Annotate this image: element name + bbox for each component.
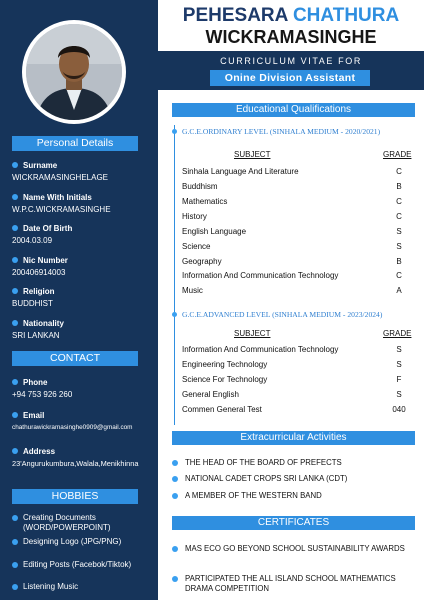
dob-field [12, 223, 156, 246]
timeline-line [174, 125, 175, 425]
bullet-icon [172, 476, 178, 482]
ol-grade: S [396, 242, 402, 251]
hobby-text: Listening Music [23, 582, 79, 591]
field-value: 200406914003 [12, 268, 66, 277]
nic-field [12, 255, 156, 278]
al-subject: Engineering Technology [182, 360, 268, 369]
hobby-item [12, 582, 156, 592]
ol-grade: S [396, 227, 402, 236]
al-grade: F [396, 375, 402, 384]
address-field [12, 446, 156, 469]
ol-subject-header: SUBJECT [234, 150, 271, 159]
bullet-icon [172, 546, 178, 552]
bullet-icon [12, 412, 18, 418]
field-value: W.P.C.WICKRAMASINGHE [12, 205, 111, 214]
nationality-field [12, 318, 156, 341]
bullet-icon [172, 576, 178, 582]
certificate-item [172, 574, 412, 593]
al-grade: S [396, 390, 402, 399]
activity-text: A MEMBER OF THE WESTERN BAND [185, 491, 322, 500]
ol-grade: C [396, 271, 402, 280]
certificates-heading: CERTIFICATES [172, 516, 415, 530]
certificate-text: MAS ECO GO BEYOND SCHOOL SUSTAINABILITY AWARDS [185, 544, 405, 553]
bullet-icon [12, 539, 18, 545]
extracurricular-item [172, 474, 412, 484]
contact-heading: CONTACT [12, 351, 138, 366]
education-heading: Educational Qualifications [172, 103, 415, 117]
hobby-item [12, 560, 156, 570]
activity-text: THE HEAD OF THE BOARD OF PREFECTS [185, 458, 342, 467]
activity-text: NATIONAL CADET CROPS SRI LANKA (CDT) [185, 474, 348, 483]
ol-grade: A [396, 286, 402, 295]
hobby-text: Editing Posts (Facebok/Tiktok) [23, 560, 132, 569]
phone-field [12, 377, 156, 400]
timeline-dot-icon [172, 129, 177, 134]
email-field [12, 410, 156, 433]
al-grade: S [396, 345, 402, 354]
al-level-heading [174, 310, 382, 319]
profile-photo [26, 24, 122, 120]
al-grade-header: GRADE [383, 329, 412, 338]
field-label: Surname [23, 160, 58, 170]
al-grade: S [396, 360, 402, 369]
bullet-icon [12, 448, 18, 454]
ol-subject: Music [182, 286, 203, 295]
bullet-icon [12, 584, 18, 590]
al-subject: Commen General Test [182, 405, 262, 414]
profile-photo-frame [22, 20, 126, 124]
name-line-1 [158, 6, 424, 26]
left-sidebar [0, 0, 158, 600]
extracurricular-item [172, 458, 412, 468]
al-subject: Information And Communication Technology [182, 345, 339, 354]
timeline-dot-icon [172, 312, 177, 317]
field-label: Name With Initials [23, 192, 92, 202]
ol-grade-header: GRADE [383, 150, 412, 159]
bullet-icon [12, 162, 18, 168]
field-label: Phone [23, 377, 48, 387]
hobby-text: Creating Documents (WORD/POWERPOINT) [23, 513, 111, 532]
field-value: WICKRAMASINGHELAGE [12, 173, 109, 182]
field-value: 2004.03.09 [12, 236, 53, 245]
field-value: +94 753 926 260 [12, 390, 73, 399]
ol-subject: History [182, 212, 207, 221]
bullet-icon [12, 562, 18, 568]
bullet-icon [12, 257, 18, 263]
bullet-icon [12, 515, 18, 521]
ol-grade: B [396, 182, 402, 191]
field-label: Nationality [23, 318, 64, 328]
ol-grade: C [396, 212, 402, 221]
ol-subject: English Language [182, 227, 247, 236]
field-label: Religion [23, 286, 55, 296]
job-role: Onine Division Assistant [210, 70, 370, 86]
middle-name: CHATHURA [292, 5, 400, 26]
hobbies-heading: HOBBIES [12, 489, 138, 504]
field-value: chathurawickramasinghe0909@gmail.com [12, 424, 133, 431]
field-value: 23'Angurukumbura,Walala,Menikhinna [12, 459, 139, 468]
al-subject-header: SUBJECT [234, 329, 271, 338]
ol-subject: Science [182, 242, 211, 251]
bullet-icon [12, 225, 18, 231]
bullet-icon [12, 288, 18, 294]
bullet-icon [12, 379, 18, 385]
bullet-icon [12, 194, 18, 200]
ol-subject: Sinhala Language And Literature [182, 167, 299, 176]
religion-field [12, 286, 156, 309]
person-photo-icon [26, 24, 122, 120]
ol-subject: Geography [182, 257, 222, 266]
al-grade: 040 [392, 405, 406, 414]
last-name: WICKRAMASINGHE [205, 27, 377, 47]
ol-level-heading [174, 127, 380, 136]
hobby-text: Designing Logo (JPG/PNG) [23, 537, 122, 546]
bullet-icon [172, 493, 178, 499]
al-subject: General English [182, 390, 239, 399]
extracurricular-item [172, 491, 412, 501]
al-subject: Science For Technology [182, 375, 268, 384]
bullet-icon [172, 460, 178, 466]
ol-subject: Buddhism [182, 182, 218, 191]
bullet-icon [12, 320, 18, 326]
hobby-item [12, 513, 132, 532]
ol-subject: Mathematics [182, 197, 228, 206]
personal-details-heading: Personal Details [12, 136, 138, 151]
certificate-item [172, 544, 412, 554]
field-label: Address [23, 446, 56, 456]
field-label: Email [23, 410, 45, 420]
level-text: G.C.E.ORDINARY LEVEL (SINHALA MEDIUM - 2020/2021) [182, 127, 381, 136]
field-value: BUDDHIST [12, 299, 53, 308]
ol-grade: B [396, 257, 402, 266]
field-value: SRI LANKAN [12, 331, 60, 340]
field-label: Date Of Birth [23, 223, 73, 233]
ol-grade: C [396, 197, 402, 206]
ol-subject: Information And Communication Technology [182, 271, 339, 280]
certificate-text: PARTICIPATED THE ALL ISLAND SCHOOL MATHEMATICS DRAMA COMPETITION [185, 574, 396, 593]
initials-field [12, 192, 156, 215]
first-name: PEHESARA [182, 5, 288, 26]
field-label: Nic Number [23, 255, 68, 265]
cv-subtitle: CURRICULUM VITAE FOR [220, 56, 362, 66]
hobby-item [12, 537, 156, 547]
extracurricular-heading: Extracurricular Activities [172, 431, 415, 445]
level-text: G.C.E.ADVANCED LEVEL (SINHALA MEDIUM - 2023/2024) [182, 310, 383, 319]
ol-grade: C [396, 167, 402, 176]
surname-field [12, 160, 156, 183]
